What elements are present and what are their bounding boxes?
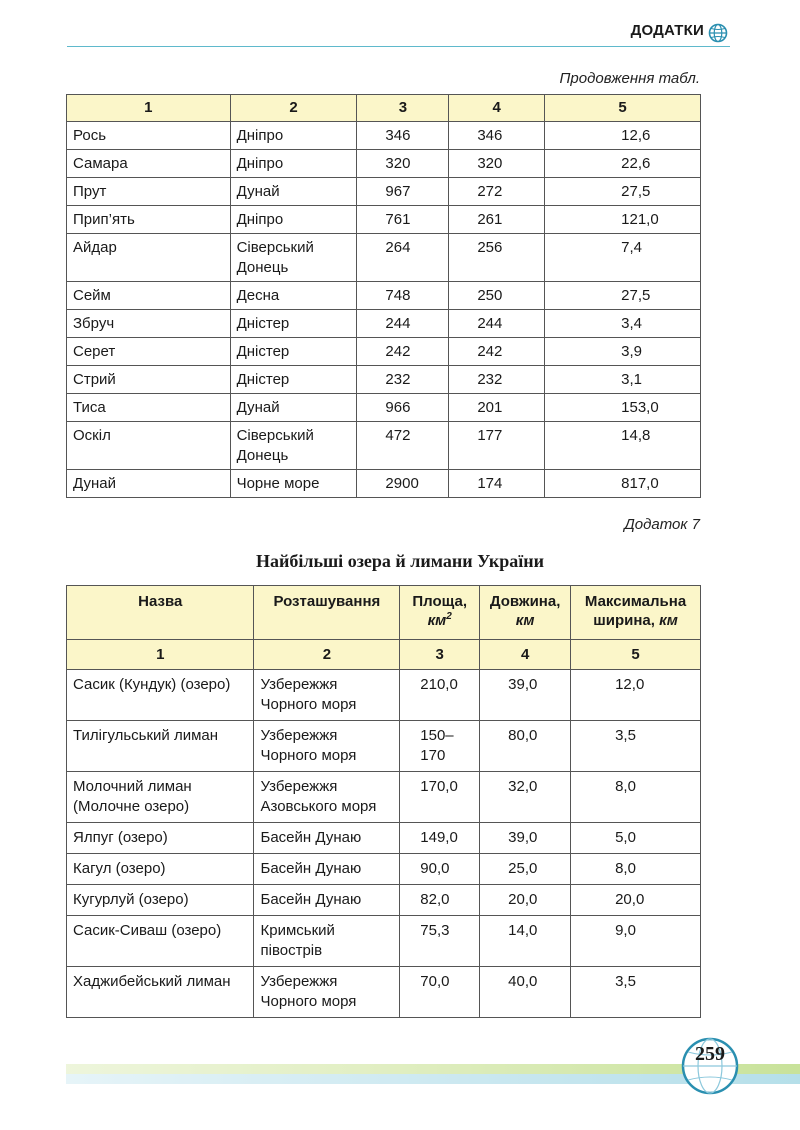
river-row [67, 234, 701, 282]
table-cell: 22,6 [545, 150, 701, 178]
column-number: 3 [400, 640, 480, 670]
table-cell: Сасик (Кундук) (озеро) [67, 670, 254, 721]
table-cell: 150– 170 [400, 721, 480, 772]
table-cell: 39,0 [480, 670, 571, 721]
table-cell: 966 [357, 394, 449, 422]
lakes-table [66, 585, 701, 1018]
table-cell: Сейм [67, 282, 231, 310]
table-cell: 210,0 [400, 670, 480, 721]
column-header: 4 [449, 95, 545, 122]
lake-row [67, 854, 701, 885]
table-cell: 817,0 [545, 470, 701, 498]
table-cell: 320 [449, 150, 545, 178]
table-cell: 256 [449, 234, 545, 282]
table-cell: 177 [449, 422, 545, 470]
table-cell: Чорне море [230, 470, 357, 498]
lake-row [67, 885, 701, 916]
table-cell: Басейн Дунаю [254, 885, 400, 916]
table-cell: 761 [357, 206, 449, 234]
table-cell: 3,1 [545, 366, 701, 394]
table-cell: Узбережжя Чорного моря [254, 967, 400, 1018]
table-cell: 40,0 [480, 967, 571, 1018]
column-number: 1 [67, 640, 254, 670]
table-cell: Збруч [67, 310, 231, 338]
table-cell: 32,0 [480, 772, 571, 823]
table-cell: 14,8 [545, 422, 701, 470]
rivers-table [66, 94, 701, 498]
table-cell: 9,0 [571, 916, 701, 967]
table-cell: Айдар [67, 234, 231, 282]
appendix-label: Додаток 7 [624, 516, 700, 533]
header-location: Розташування [254, 586, 400, 640]
continuation-label: Продовження табл. [559, 70, 700, 87]
table-title: Найбільші озера й лимани України [256, 551, 544, 571]
table-cell: 748 [357, 282, 449, 310]
table-cell: 472 [357, 422, 449, 470]
table-cell: Молочний лиман (Молочне озеро) [67, 772, 254, 823]
table-cell: Дніпро [230, 206, 357, 234]
table-cell: 20,0 [480, 885, 571, 916]
table-cell: 3,5 [571, 721, 701, 772]
table-cell: 153,0 [545, 394, 701, 422]
header-width: Максимальна ширина, км [571, 586, 701, 640]
table-cell: 2900 [357, 470, 449, 498]
table-cell: Тилігульський лиман [67, 721, 254, 772]
table-cell: Хаджибейський лиман [67, 967, 254, 1018]
table-cell: 25,0 [480, 854, 571, 885]
table-cell: Дністер [230, 338, 357, 366]
table-cell: Серет [67, 338, 231, 366]
river-row [67, 470, 701, 498]
lake-row [67, 772, 701, 823]
table-cell: 121,0 [545, 206, 701, 234]
table-cell: 14,0 [480, 916, 571, 967]
table-cell: Кагул (озеро) [67, 854, 254, 885]
column-number: 4 [480, 640, 571, 670]
table-cell: 967 [357, 178, 449, 206]
table-cell: Кугурлуй (озеро) [67, 885, 254, 916]
river-row [67, 394, 701, 422]
table-cell: 12,6 [545, 122, 701, 150]
river-row [67, 178, 701, 206]
river-row [67, 366, 701, 394]
table-cell: Дністер [230, 310, 357, 338]
table-cell: Прип’ять [67, 206, 231, 234]
table-cell: 70,0 [400, 967, 480, 1018]
table-cell: Самара [67, 150, 231, 178]
lake-row [67, 670, 701, 721]
table-cell: Ялпуг (озеро) [67, 823, 254, 854]
table-cell: 8,0 [571, 772, 701, 823]
table-cell: 244 [357, 310, 449, 338]
column-number: 2 [254, 640, 400, 670]
table-cell: 82,0 [400, 885, 480, 916]
table-cell: 5,0 [571, 823, 701, 854]
river-row [67, 122, 701, 150]
column-header: 3 [357, 95, 449, 122]
table-cell: 201 [449, 394, 545, 422]
table-cell: 272 [449, 178, 545, 206]
table-cell: Дунай [67, 470, 231, 498]
table-cell: Дніпро [230, 150, 357, 178]
table-cell: Сіверський Донець [230, 234, 357, 282]
table-cell: 346 [449, 122, 545, 150]
column-header: 5 [545, 95, 701, 122]
table-cell: 264 [357, 234, 449, 282]
column-header: 1 [67, 95, 231, 122]
table-cell: 12,0 [571, 670, 701, 721]
lake-row [67, 916, 701, 967]
lake-row [67, 721, 701, 772]
river-row [67, 282, 701, 310]
table-cell: 250 [449, 282, 545, 310]
column-header: 2 [230, 95, 357, 122]
page-number: 259 [695, 1043, 725, 1065]
table-cell: 149,0 [400, 823, 480, 854]
table-cell: 232 [449, 366, 545, 394]
header-length: Довжина, км [480, 586, 571, 640]
table-cell: 242 [357, 338, 449, 366]
table-cell: Сіверський Донець [230, 422, 357, 470]
river-row [67, 150, 701, 178]
header-area: Площа, $км^2$ [400, 586, 480, 640]
globe-icon [708, 23, 728, 43]
table-cell: 261 [449, 206, 545, 234]
table-cell: 3,4 [545, 310, 701, 338]
table-cell: Прут [67, 178, 231, 206]
table-cell: 232 [357, 366, 449, 394]
river-row [67, 422, 701, 470]
table-cell: Оскіл [67, 422, 231, 470]
lake-row [67, 823, 701, 854]
table-cell: 3,9 [545, 338, 701, 366]
table-cell: 80,0 [480, 721, 571, 772]
header-name: Назва [67, 586, 254, 640]
lake-row [67, 967, 701, 1018]
table-cell: 8,0 [571, 854, 701, 885]
table-cell: Басейн Дунаю [254, 854, 400, 885]
river-row [67, 206, 701, 234]
table-cell: 27,5 [545, 282, 701, 310]
table-cell: 39,0 [480, 823, 571, 854]
table-cell: Сасик-Сиваш (озеро) [67, 916, 254, 967]
table-cell: 244 [449, 310, 545, 338]
header-divider [67, 46, 730, 47]
table-cell: Басейн Дунаю [254, 823, 400, 854]
table-cell: 346 [357, 122, 449, 150]
table-cell: 3,5 [571, 967, 701, 1018]
table-cell: Дунай [230, 178, 357, 206]
river-row [67, 338, 701, 366]
table-cell: Десна [230, 282, 357, 310]
table-cell: Узбережжя Чорного моря [254, 670, 400, 721]
table-cell: Дністер [230, 366, 357, 394]
table-cell: 7,4 [545, 234, 701, 282]
table-cell: Тиса [67, 394, 231, 422]
column-number: 5 [571, 640, 701, 670]
table-cell: Дунай [230, 394, 357, 422]
table-cell: Стрий [67, 366, 231, 394]
table-cell: 90,0 [400, 854, 480, 885]
table-cell: 20,0 [571, 885, 701, 916]
table-cell: 170,0 [400, 772, 480, 823]
table-cell: Узбережжя Чорного моря [254, 721, 400, 772]
table-cell: 174 [449, 470, 545, 498]
table-cell: Кримський півострів [254, 916, 400, 967]
river-row [67, 310, 701, 338]
table-cell: 242 [449, 338, 545, 366]
table-cell: 27,5 [545, 178, 701, 206]
header-title: ДОДАТКИ [630, 22, 704, 39]
table-cell: Узбережжя Азовського моря [254, 772, 400, 823]
table-cell: Рось [67, 122, 231, 150]
table-cell: 75,3 [400, 916, 480, 967]
table-cell: Дніпро [230, 122, 357, 150]
table-cell: 320 [357, 150, 449, 178]
